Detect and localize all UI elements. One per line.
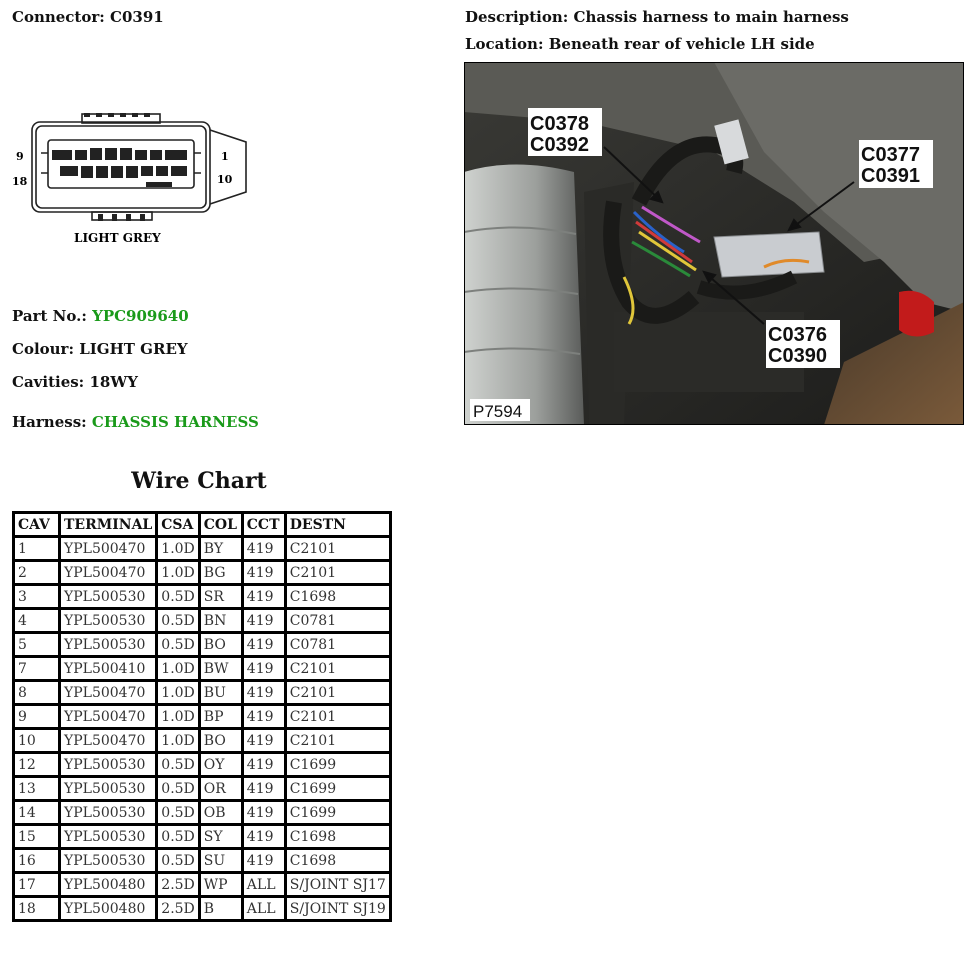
harness-link[interactable]: CHASSIS HARNESS [91, 413, 259, 431]
cav-cell: 2 [15, 562, 58, 583]
terminal-cell: YPL500530 [61, 802, 155, 823]
destn-cell: S/JOINT SJ17 [287, 874, 389, 895]
table-row [15, 586, 389, 607]
terminal-cell: YPL500530 [61, 778, 155, 799]
cct-cell: 419 [244, 658, 284, 679]
cav-cell: 17 [15, 874, 58, 895]
table-row [15, 826, 389, 847]
location-label: Location: [465, 35, 544, 53]
callout-c0377: C0377 [861, 144, 920, 166]
destn-cell: S/JOINT SJ19 [287, 898, 389, 919]
col-cell: SY [201, 826, 241, 847]
cavities-value: 18WY [89, 373, 138, 391]
cavities-line [12, 373, 138, 391]
terminal-cell: YPL500530 [61, 634, 155, 655]
cav-cell: 9 [15, 706, 58, 727]
terminal-cell: YPL500470 [61, 706, 155, 727]
table-row [15, 682, 389, 703]
csa-cell: 0.5D [158, 586, 198, 607]
pin-9-label: 9 [16, 150, 24, 163]
terminal-cell: YPL500480 [61, 874, 155, 895]
destn-cell: C1698 [287, 850, 389, 871]
csa-cell: 2.5D [158, 874, 198, 895]
connector-line [12, 8, 164, 26]
cav-cell: 16 [15, 850, 58, 871]
table-row [15, 706, 389, 727]
cct-cell: 419 [244, 634, 284, 655]
table-row [15, 754, 389, 775]
cct-cell: 419 [244, 586, 284, 607]
destn-cell: C1699 [287, 754, 389, 775]
col-cell: OB [201, 802, 241, 823]
col-header-cct: CCT [244, 514, 284, 535]
table-row [15, 634, 389, 655]
col-cell: SR [201, 586, 241, 607]
csa-cell: 1.0D [158, 730, 198, 751]
cct-cell: 419 [244, 562, 284, 583]
cav-cell: 18 [15, 898, 58, 919]
terminal-cell: YPL500530 [61, 754, 155, 775]
terminal-cell: YPL500530 [61, 850, 155, 871]
terminal-cell: YPL500470 [61, 562, 155, 583]
destn-cell: C1699 [287, 778, 389, 799]
callout-c0376: C0376 [768, 324, 827, 346]
pin-1-label: 1 [221, 150, 229, 163]
terminal-cell: YPL500470 [61, 538, 155, 559]
cct-cell: 419 [244, 706, 284, 727]
cav-cell: 5 [15, 634, 58, 655]
col-cell: B [201, 898, 241, 919]
cct-cell: 419 [244, 730, 284, 751]
callout-c0390: C0390 [768, 345, 827, 367]
description-value: Chassis harness to main harness [573, 8, 849, 26]
cav-cell: 10 [15, 730, 58, 751]
connector-face-diagram [8, 108, 258, 248]
harness-line [12, 413, 259, 431]
destn-cell: C2101 [287, 682, 389, 703]
cct-cell: ALL [244, 898, 284, 919]
cct-cell: ALL [244, 874, 284, 895]
col-header-terminal: TERMINAL [61, 514, 155, 535]
photo-id-label: P7594 [473, 402, 523, 421]
destn-cell: C2101 [287, 706, 389, 727]
cav-cell: 12 [15, 754, 58, 775]
connector-label: Connector: [12, 8, 105, 26]
csa-cell: 1.0D [158, 706, 198, 727]
terminal-cell: YPL500470 [61, 730, 155, 751]
cavities-label: Cavities: [12, 373, 85, 391]
destn-cell: C2101 [287, 562, 389, 583]
part-no-line [12, 307, 189, 325]
table-row [15, 874, 389, 895]
table-row [15, 778, 389, 799]
table-row [15, 658, 389, 679]
colour-line [12, 340, 188, 358]
cct-cell: 419 [244, 802, 284, 823]
destn-cell: C0781 [287, 634, 389, 655]
location-line [465, 35, 815, 53]
destn-cell: C2101 [287, 730, 389, 751]
cav-cell: 8 [15, 682, 58, 703]
table-row [15, 730, 389, 751]
terminal-cell: YPL500410 [61, 658, 155, 679]
col-cell: OY [201, 754, 241, 775]
callout-c0392: C0392 [530, 134, 589, 156]
col-cell: BN [201, 610, 241, 631]
csa-cell: 0.5D [158, 610, 198, 631]
destn-cell: C2101 [287, 538, 389, 559]
cct-cell: 419 [244, 826, 284, 847]
part-no-label: Part No.: [12, 307, 87, 325]
cav-cell: 7 [15, 658, 58, 679]
connector-value: C0391 [110, 8, 164, 26]
wire-chart-header-row [15, 514, 389, 535]
table-row [15, 538, 389, 559]
col-header-destn: DESTN [287, 514, 389, 535]
wire-chart-body [15, 538, 389, 919]
terminal-cell: YPL500530 [61, 826, 155, 847]
destn-cell: C2101 [287, 658, 389, 679]
destn-cell: C1698 [287, 586, 389, 607]
cct-cell: 419 [244, 754, 284, 775]
cct-cell: 419 [244, 778, 284, 799]
description-line [465, 8, 849, 26]
col-cell: BU [201, 682, 241, 703]
col-cell: BW [201, 658, 241, 679]
csa-cell: 1.0D [158, 658, 198, 679]
cct-cell: 419 [244, 610, 284, 631]
table-row [15, 562, 389, 583]
description-label: Description: [465, 8, 569, 26]
csa-cell: 1.0D [158, 562, 198, 583]
csa-cell: 0.5D [158, 778, 198, 799]
terminal-cell: YPL500480 [61, 898, 155, 919]
csa-cell: 0.5D [158, 850, 198, 871]
csa-cell: 0.5D [158, 754, 198, 775]
cav-cell: 1 [15, 538, 58, 559]
wire-chart-table [12, 511, 392, 922]
cav-cell: 13 [15, 778, 58, 799]
harness-label: Harness: [12, 413, 87, 431]
cav-cell: 4 [15, 610, 58, 631]
col-cell: BY [201, 538, 241, 559]
col-cell: BO [201, 730, 241, 751]
location-photo [464, 62, 964, 425]
destn-cell: C1698 [287, 826, 389, 847]
col-cell: BO [201, 634, 241, 655]
cav-cell: 15 [15, 826, 58, 847]
table-row [15, 898, 389, 919]
col-header-col: COL [201, 514, 241, 535]
cav-cell: 14 [15, 802, 58, 823]
col-header-cav: CAV [15, 514, 58, 535]
table-row [15, 610, 389, 631]
csa-cell: 0.5D [158, 826, 198, 847]
col-cell: OR [201, 778, 241, 799]
terminal-cell: YPL500470 [61, 682, 155, 703]
colour-label: Colour: [12, 340, 74, 358]
pin-10-label: 10 [217, 173, 233, 186]
destn-cell: C0781 [287, 610, 389, 631]
callout-c0378: C0378 [530, 113, 589, 135]
part-no-link[interactable]: YPC909640 [92, 307, 189, 325]
cct-cell: 419 [244, 538, 284, 559]
cct-cell: 419 [244, 850, 284, 871]
cav-cell: 3 [15, 586, 58, 607]
terminal-cell: YPL500530 [61, 586, 155, 607]
location-value: Beneath rear of vehicle LH side [548, 35, 815, 53]
csa-cell: 2.5D [158, 898, 198, 919]
csa-cell: 1.0D [158, 538, 198, 559]
col-cell: BP [201, 706, 241, 727]
terminal-cell: YPL500530 [61, 610, 155, 631]
wire-chart-title: Wire Chart [131, 468, 267, 494]
csa-cell: 0.5D [158, 634, 198, 655]
table-row [15, 802, 389, 823]
csa-cell: 0.5D [158, 802, 198, 823]
colour-value: LIGHT GREY [79, 340, 188, 358]
connector-colour-caption: LIGHT GREY [74, 231, 161, 245]
cct-cell: 419 [244, 682, 284, 703]
col-header-csa: CSA [158, 514, 198, 535]
pin-18-label: 18 [12, 175, 28, 188]
callout-c0391: C0391 [861, 165, 920, 187]
col-cell: BG [201, 562, 241, 583]
col-cell: WP [201, 874, 241, 895]
table-row [15, 850, 389, 871]
destn-cell: C1699 [287, 802, 389, 823]
col-cell: SU [201, 850, 241, 871]
csa-cell: 1.0D [158, 682, 198, 703]
